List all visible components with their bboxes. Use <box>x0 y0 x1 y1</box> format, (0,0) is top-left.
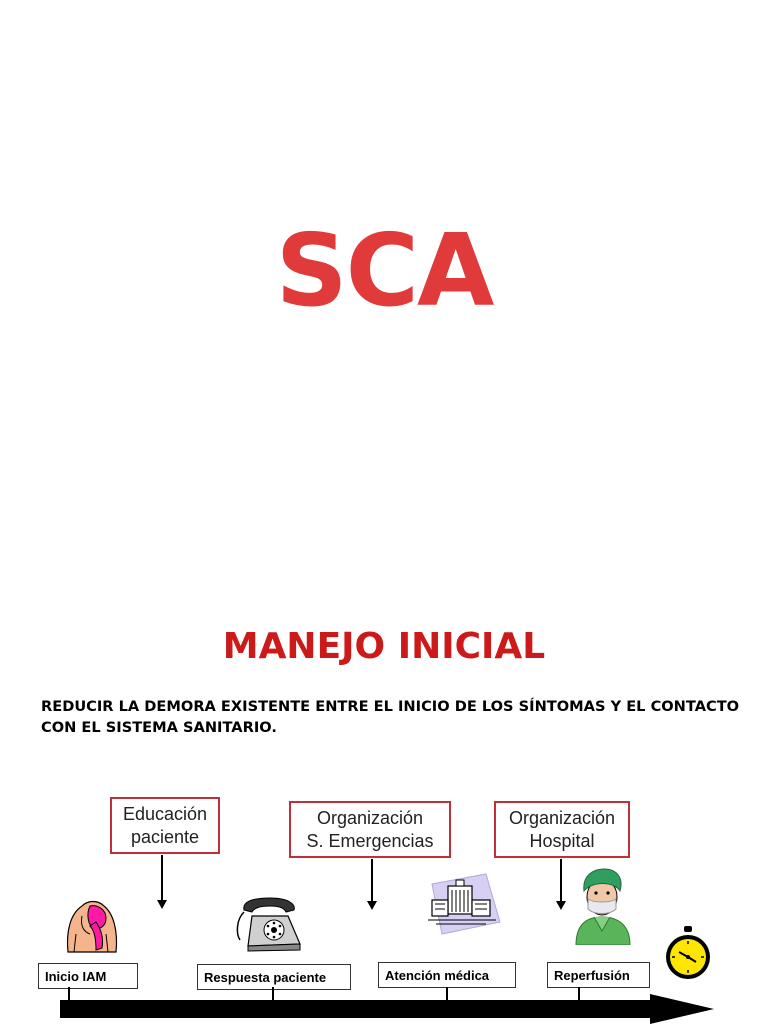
body-line-2: CON EL SISTEMA SANITARIO. <box>41 719 277 736</box>
patient-chest-pain-icon <box>60 892 122 954</box>
box-hospital-line1: Organización <box>508 807 616 828</box>
box-educacion-line2: paciente <box>130 826 200 847</box>
box-hospital-line2: Hospital <box>529 830 595 851</box>
box-organizacion-emergencias <box>289 801 451 858</box>
telephone-icon <box>234 896 306 952</box>
body-line-1: REDUCIR LA DEMORA EXISTENTE ENTRE EL INICIO DE LOS SÍNTOMAS Y EL CONTACTO <box>41 698 740 715</box>
stopwatch-icon <box>663 924 713 982</box>
stage-reperfusion: Reperfusión <box>547 962 650 988</box>
stage-inicio-iam: Inicio IAM <box>38 963 138 989</box>
box-emergencias-line2: S. Emergencias <box>306 830 434 851</box>
box-emergencias-line1: Organización <box>316 807 424 828</box>
stage-respuesta-paciente: Respuesta paciente <box>197 964 351 990</box>
section-title: MANEJO INICIAL <box>222 626 546 667</box>
box-organizacion-hospital <box>494 801 630 858</box>
box-educacion-paciente <box>110 797 220 854</box>
surgeon-icon <box>572 867 634 945</box>
hospital-building-icon <box>426 872 502 936</box>
box-educacion-line1: Educación <box>122 803 208 824</box>
slide-title: SCA <box>275 212 493 329</box>
body-text <box>41 696 741 738</box>
time-axis-arrow <box>60 994 714 1024</box>
stage-atencion-medica: Atención médica <box>378 962 516 988</box>
